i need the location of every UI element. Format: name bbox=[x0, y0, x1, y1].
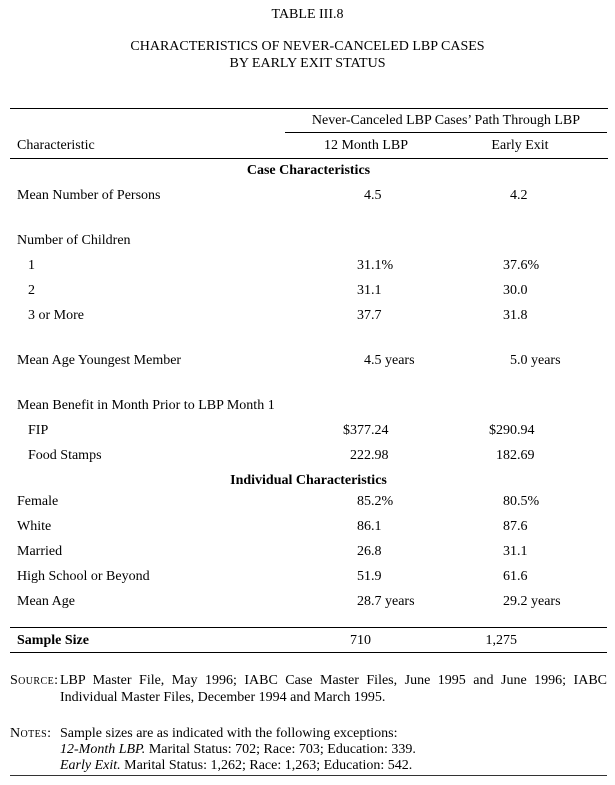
total-row bbox=[10, 628, 607, 652]
value-12-month-lbp: 31 .1% bbox=[357, 258, 394, 273]
value-early-exit: 37 .6% bbox=[503, 258, 540, 273]
row-spacer bbox=[10, 213, 607, 233]
value-early-exit: $290 .94 bbox=[489, 423, 535, 438]
value-12-month-lbp: 86 .1 bbox=[357, 519, 382, 534]
value-early-exit: 29 .2 years bbox=[503, 594, 561, 609]
value-early-exit: 4 .2 bbox=[510, 188, 528, 203]
value-early-exit: 30 .0 bbox=[503, 283, 528, 298]
table-row bbox=[10, 494, 607, 519]
row-label: 2 bbox=[28, 283, 35, 298]
table-row bbox=[10, 594, 607, 619]
table-row bbox=[10, 308, 607, 333]
exception-detail: Marital Status: 1,262; Race: 1,263; Education: 542. bbox=[120, 758, 413, 773]
value-early-exit: 1,275 bbox=[485, 633, 517, 648]
notes-block bbox=[10, 726, 607, 774]
value-12-month-lbp: 710 bbox=[350, 633, 371, 648]
row-spacer bbox=[10, 333, 607, 353]
value-early-exit: 61 .6 bbox=[503, 569, 528, 584]
notes-intro: Sample sizes are as indicated with the following exceptions: bbox=[60, 726, 398, 741]
value-early-exit: 31 .1 bbox=[503, 544, 528, 559]
table-row bbox=[10, 258, 607, 283]
source-block bbox=[10, 672, 607, 706]
value-12-month-lbp: 222 .98 bbox=[350, 448, 389, 463]
source-label: Source: bbox=[10, 673, 59, 688]
spanner-underline-rule bbox=[285, 132, 607, 133]
value-12-month-lbp: $377 .24 bbox=[343, 423, 389, 438]
table-row bbox=[10, 569, 607, 594]
row-label: Mean Age bbox=[17, 594, 75, 609]
table-row bbox=[10, 233, 607, 258]
value-early-exit: 31 .8 bbox=[503, 308, 528, 323]
value-12-month-lbp: 28 .7 years bbox=[357, 594, 415, 609]
value-12-month-lbp: 85 .2% bbox=[357, 494, 394, 509]
row-label: Mean Benefit in Month Prior to LBP Month 1 bbox=[17, 398, 275, 413]
table-top-rule bbox=[10, 108, 608, 109]
value-12-month-lbp: 26 .8 bbox=[357, 544, 382, 559]
row-label: 3 or More bbox=[28, 308, 84, 323]
notes-label: Notes: bbox=[10, 726, 52, 741]
col-early-exit-header: Early Exit bbox=[491, 138, 549, 153]
table-row bbox=[10, 353, 607, 378]
table-row bbox=[10, 398, 607, 423]
header-bottom-rule bbox=[10, 158, 608, 159]
row-label: FIP bbox=[28, 423, 49, 438]
page-bottom-rule bbox=[10, 775, 607, 776]
row-spacer bbox=[10, 619, 607, 627]
exception-term: Early Exit. bbox=[60, 758, 121, 773]
row-label: 1 bbox=[28, 258, 35, 273]
source-line-2: Individual Master Files, December 1994 and March 1995. bbox=[60, 690, 386, 705]
section-header: Individual Characteristics bbox=[230, 473, 387, 488]
table-row bbox=[10, 519, 607, 544]
value-early-exit: 182 .69 bbox=[496, 448, 535, 463]
row-label: Married bbox=[17, 544, 63, 559]
table-title-line1: CHARACTERISTICS OF NEVER-CANCELED LBP CASES bbox=[130, 39, 485, 54]
table-row bbox=[10, 448, 607, 473]
row-spacer bbox=[10, 378, 607, 398]
exception-detail: Marital Status: 702; Race: 703; Education: 339. bbox=[145, 742, 416, 757]
col-12-month-lbp-header: 12 Month LBP bbox=[323, 138, 408, 153]
value-12-month-lbp: 4 .5 bbox=[364, 188, 382, 203]
value-12-month-lbp: 31 .1 bbox=[357, 283, 382, 298]
table-title-line2: BY EARLY EXIT STATUS bbox=[229, 56, 386, 71]
table-row bbox=[10, 283, 607, 308]
table-body bbox=[10, 163, 607, 653]
table-rule bbox=[10, 652, 607, 653]
row-label: Sample Size bbox=[17, 633, 89, 648]
row-label: Mean Age Youngest Member bbox=[17, 353, 182, 368]
value-early-exit: 87 .6 bbox=[503, 519, 528, 534]
row-label: Female bbox=[17, 494, 59, 509]
value-early-exit: 80 .5% bbox=[503, 494, 540, 509]
table-row bbox=[10, 423, 607, 448]
value-12-month-lbp: 37 .7 bbox=[357, 308, 382, 323]
table-number: TABLE III.8 bbox=[271, 7, 344, 22]
row-label: High School or Beyond bbox=[17, 569, 150, 584]
row-label: Food Stamps bbox=[28, 448, 102, 463]
table-row bbox=[10, 544, 607, 569]
note-exception-12-month-lbp bbox=[60, 742, 607, 758]
exception-term: 12-Month LBP. bbox=[60, 742, 146, 757]
table-row bbox=[10, 188, 607, 213]
value-12-month-lbp: 4 .5 years bbox=[364, 353, 415, 368]
row-label: White bbox=[17, 519, 52, 534]
row-label: Number of Children bbox=[17, 233, 131, 248]
spanner-heading: Never-Canceled LBP Cases’ Path Through LBP bbox=[311, 113, 581, 128]
value-early-exit: 5 .0 years bbox=[510, 353, 561, 368]
source-line-1: LBP Master File, May 1996; IABC Case Master Files, June 1995 and June 1996; IABC bbox=[60, 673, 607, 688]
row-label: Mean Number of Persons bbox=[17, 188, 161, 203]
section-header: Case Characteristics bbox=[246, 163, 371, 178]
note-exception-early-exit bbox=[60, 758, 607, 774]
value-12-month-lbp: 51 .9 bbox=[357, 569, 382, 584]
characteristic-column-header: Characteristic bbox=[17, 138, 95, 153]
